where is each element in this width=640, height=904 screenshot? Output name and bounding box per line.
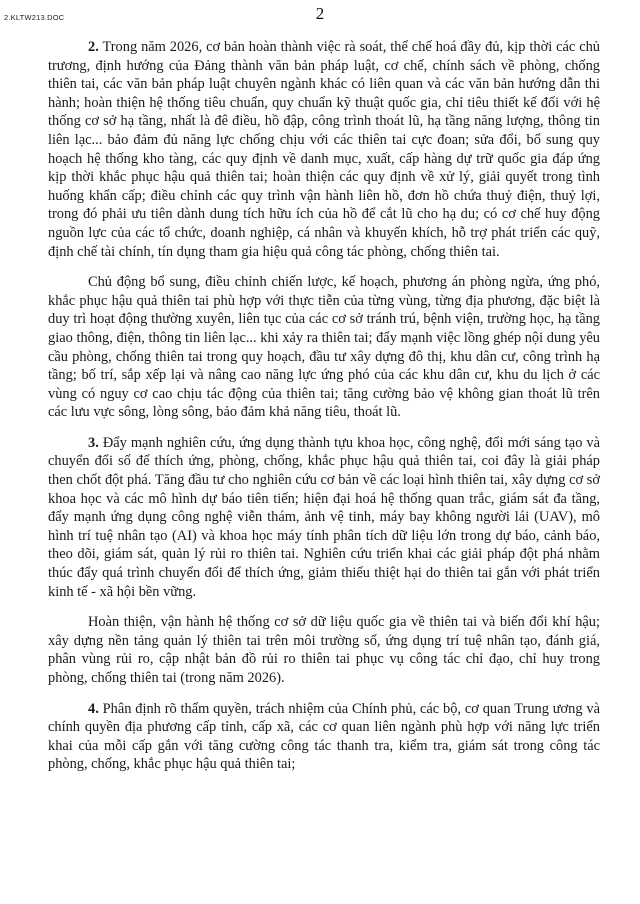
document-body — [48, 38, 600, 786]
paragraph-2-continued — [48, 273, 600, 422]
paragraph-2 — [48, 38, 600, 261]
paragraph-text: Đẩy mạnh nghiên cứu, ứng dụng thành tựu khoa học, công nghệ, đổi mới sáng tạo và chuyển đổi số để thích ứng, phòng, chống, khắc phục hậu quả thiên tai, coi đây là giải pháp then chốt đột phá. Tăng đầu tư cho nghiên cứu cơ bản về các loại hình thiên tai, xây dựng cơ sở khoa học và các mô hình dự báo tiên tiến; hiện đại hoá hệ thống quan trắc, giám sát đa tầng, đẩy mạnh ứng dụng công nghệ viễn thám, ảnh vệ tinh, máy bay không người lái (UAV), mô hình trí tuệ nhân tạo (AI) và khoa học máy tính phân tích dữ liệu lớn trong dự báo, cảnh báo, theo dõi, giám sát, quản lý rủi ro thiên tai. Nghiên cứu triển khai các giải pháp đột phá nhằm thúc đẩy quá trình chuyển đổi để thích ứng, giảm thiểu thiệt hại do thiên tai gắn với phát triển kinh tế - xã hội bền vững. — [48, 434, 601, 600]
paragraph-text: Chủ động bổ sung, điều chỉnh chiến lược, kế hoạch, phương án phòng ngừa, ứng phó, khắc phục hậu quả thiên tai phù hợp với thực tiễn của từng vùng, từng địa phương, đặc biệt là duy trì hoạt động thường xuyên, liên tục của các cơ sở tránh trú, bệnh viện, trường học, hạ tầng giao thông, điện, thông tin liên lạc... khi xảy ra thiên tai; đẩy mạnh việc lồng ghép nội dung yêu cầu phòng, chống thiên tai trong quy hoạch, đầu tư xây dựng đô thị, khu dân cư, công trình hạ tầng; bố trí, sắp xếp lại và nâng cao năng lực ứng phó của các khu dân cư, khu du lịch ở các vùng có nguy cơ cao chịu tác động của thiên tai; tăng cường bảo vệ không gian thoát lũ trên các lưu vực sông, lòng sông, bảo đảm khả năng tiêu, thoát lũ. — [48, 274, 600, 421]
paragraph-text: Trong năm 2026, cơ bản hoàn thành việc rà soát, thể chế hoá đầy đủ, kịp thời các chủ trương, định hướng của Đảng thành văn bản pháp luật, cơ chế, chính sách về phòng, chống thiên tai, các văn bản pháp luật chuyên ngành khác có liên quan và các văn bản hướng dẫn thi hành; hoàn thiện hệ thống tiêu chuẩn, quy chuẩn kỹ thuật quốc gia, chỉ tiêu thiết kế đối với hệ thống cơ sở hạ tầng, nhất là đê điều, hồ đập, công trình thoát lũ, hạ tầng năng lượng, thông tin liên lạc... bảo đảm đủ năng lực chống chịu với các thiên tai cực đoan; sửa đổi, bổ sung quy hoạch hệ thống kho tàng, các quy định về danh mục, xuất, cấp hàng dự trữ quốc gia đáp ứng kịp thời khắc phục hậu quả thiên tai; hoàn thiện các quy định về xử lý, giải quyết trong tình huống khẩn cấp; điều chỉnh các quy trình vận hành liên hồ, đơn hồ chứa thuỷ điện, thuỷ lợi, trong đó phải ưu tiên dành dung tích hữu ích của hồ để cắt lũ cho hạ du; có cơ chế huy động nguồn lực của các tổ chức, doanh nghiệp, cá nhân và khuyến khích, hỗ trợ phát triển các quỹ, định chế tài chính, tín dụng tham gia hiệu quả công tác phòng, chống thiên tai. — [48, 39, 600, 260]
page-number: 2 — [315, 4, 325, 23]
paragraph-3-continued — [48, 613, 600, 687]
paragraph-3 — [48, 434, 600, 601]
paragraph-number: 3. — [88, 434, 99, 451]
paragraph-number: 4. — [88, 700, 99, 717]
paragraph-text: Phân định rõ thẩm quyền, trách nhiệm của Chính phủ, các bộ, cơ quan Trung ương và chính quyền địa phương cấp tỉnh, cấp xã, các cơ quan liên ngành phù hợp với năng lực triển khai của mỗi cấp gắn với tăng cường công tác thanh tra, kiểm tra, giám sát trong công tác phòng, chống, khắc phục hậu quả thiên tai; — [48, 700, 600, 773]
paragraph-number: 2. — [88, 39, 99, 55]
paragraph-4 — [48, 700, 600, 774]
paragraph-text: Hoàn thiện, vận hành hệ thống cơ sở dữ liệu quốc gia về thiên tai và biến đổi khí hậu; xây dựng nền tảng quản lý thiên tai trên môi trường số, ứng dụng trí tuệ nhân tạo, đánh giá, phân vùng rủi ro, cập nhật bản đồ rủi ro thiên tai phục vụ công tác chỉ đạo, chỉ huy trong phòng, chống thiên tai (trong năm 2026). — [48, 614, 600, 686]
file-label: 2.KLTW213.DOC — [4, 13, 65, 22]
